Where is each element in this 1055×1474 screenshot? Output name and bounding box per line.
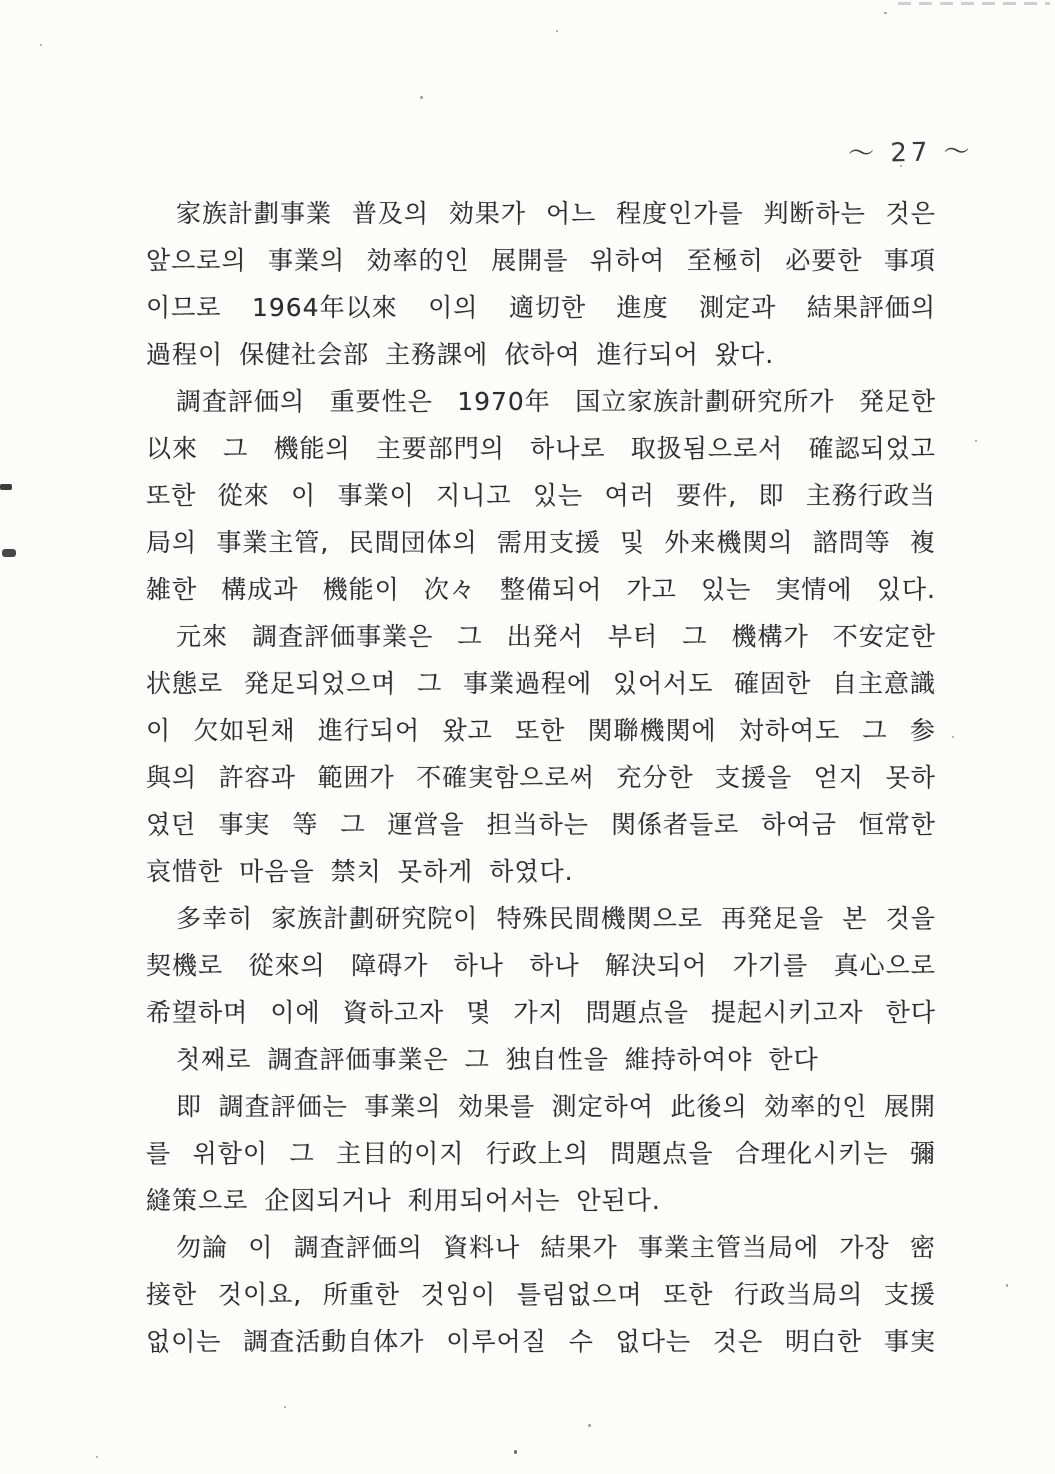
word: 即 (758, 481, 785, 510)
word: 1964年以來 (251, 293, 398, 322)
word: 부터 (607, 622, 659, 651)
text-line (146, 523, 936, 570)
word: 수 (568, 1327, 594, 1356)
word: 가지 (513, 998, 564, 1027)
word: 못하 (885, 763, 936, 792)
word: 위함이 (192, 1139, 269, 1168)
word: 첫째로 (176, 1045, 252, 1074)
word: 그 (464, 1045, 490, 1074)
text-line (146, 711, 936, 758)
word: 進度 (616, 293, 669, 322)
word: 앞으로의 (146, 246, 247, 275)
scan-speck (975, 440, 977, 442)
word: 確認되었고 (808, 434, 936, 463)
word: 調査評価는 (218, 1092, 348, 1121)
word: 支援 (883, 1280, 936, 1309)
word: 그 (417, 669, 443, 698)
word: 以來 (146, 434, 199, 463)
scan-speck (514, 1450, 517, 1454)
word: 調査評価事業은 (267, 1045, 449, 1074)
word: 본 (842, 904, 868, 933)
word: 從來의 (248, 951, 326, 980)
word: 그 (223, 434, 249, 463)
word: 関係者들로 (610, 810, 740, 839)
word: 그 (457, 622, 483, 651)
text-line (146, 899, 936, 946)
word: 諮問等 (812, 528, 891, 557)
word: 與의 (146, 763, 198, 792)
word: 調査評価事業은 (252, 622, 434, 651)
scan-speck (952, 736, 954, 738)
word: 所重한 (322, 1280, 400, 1309)
word: 問題点을 (610, 1139, 714, 1168)
word: 틀림없으며 (516, 1280, 643, 1309)
word: 彌 (909, 1139, 936, 1168)
word: 마음을 (239, 857, 315, 886)
word: 및 (620, 528, 646, 557)
word: 機能의 (273, 434, 351, 463)
text-line (146, 617, 936, 664)
word: 것은 (712, 1327, 764, 1356)
word: 接한 (146, 1280, 198, 1309)
word: 契機로 (146, 951, 224, 980)
word: 必要한 (785, 246, 863, 275)
word: 明白한 (785, 1327, 863, 1356)
word: 出発서 (506, 622, 584, 651)
word: 外来機関의 (664, 528, 794, 557)
word: 雑한 (146, 575, 198, 604)
paragraph (146, 617, 936, 899)
word: 重要性은 (329, 387, 433, 416)
text-line (146, 429, 936, 476)
word: 家族計劃事業 (176, 199, 333, 228)
paragraph (146, 382, 936, 617)
word: 許容과 (218, 763, 296, 792)
word: 実情에 (775, 575, 853, 604)
word: 主要部門의 (375, 434, 505, 463)
scan-speck (588, 1424, 591, 1427)
word: 効果가 (448, 199, 527, 228)
word: 機構가 (731, 622, 809, 651)
word: 家族計劃研究院이 (271, 904, 479, 933)
word: 못하게 (397, 857, 474, 886)
word: 充分한 (616, 763, 694, 792)
text-line (146, 1228, 936, 1275)
word: 였던 (146, 810, 197, 839)
word: 不安定한 (832, 622, 936, 651)
word: 왔다. (714, 340, 775, 369)
word: 主目的이지 (336, 1139, 465, 1168)
text-line (146, 1087, 936, 1134)
word: 안된다. (576, 1186, 661, 1215)
word: 対하여도 (738, 716, 841, 745)
word: 하나로 (530, 434, 606, 463)
word: 此後의 (670, 1092, 748, 1121)
word: 取扱됨으로서 (630, 434, 784, 463)
word: 資料나 (443, 1233, 521, 1262)
word: 特殊民間機関으로 (496, 904, 703, 933)
word: 얻지 (813, 763, 865, 792)
word: 密 (909, 1233, 936, 1262)
text-line (146, 382, 936, 429)
word: 展開를 (491, 246, 569, 275)
word: 不確実함으로써 (416, 763, 595, 792)
word: 解決되어 (605, 951, 708, 980)
word: 合理化시키는 (735, 1139, 889, 1168)
word: 運営을 (387, 810, 465, 839)
word: 需用支援 (496, 528, 601, 557)
text-line (146, 476, 936, 523)
word: 効率的인 (764, 1092, 868, 1121)
word: 真心으로 (833, 951, 936, 980)
word: 事業過程에 (462, 669, 593, 698)
word: 이에 (270, 998, 321, 1027)
word: 機能이 (322, 575, 400, 604)
word: 結果가 (540, 1233, 618, 1262)
word: 이의 (428, 293, 479, 322)
word: 状態로 (146, 669, 224, 698)
word: 進行되어 (317, 716, 421, 745)
word: 主務課에 (385, 340, 489, 369)
word: 있는 (532, 481, 584, 510)
word: 判断하는 (763, 199, 866, 228)
scan-edge-line (898, 2, 1050, 5)
word: 가고 (626, 575, 677, 604)
word: 事実 (218, 810, 271, 839)
word: 普及의 (351, 199, 430, 228)
word: 그 (289, 1139, 315, 1168)
word: 禁치 (330, 857, 382, 886)
word: 資하고자 (342, 998, 445, 1027)
word: 하였다. (489, 857, 574, 886)
word: 또한 (146, 481, 197, 510)
word: 進行되어 (596, 340, 699, 369)
text-line (146, 1181, 936, 1228)
word: 主務行政当 (805, 481, 936, 510)
word: 事項 (883, 246, 936, 275)
text-line (146, 1134, 936, 1181)
text-line (146, 335, 936, 382)
word: 多幸히 (176, 904, 254, 933)
word: 그 (862, 716, 888, 745)
word: 哀惜한 (146, 857, 224, 886)
word: 局의 (146, 528, 198, 557)
word: 勿論 (176, 1233, 229, 1262)
scan-speck (284, 1406, 286, 1408)
word: 適切한 (508, 293, 587, 322)
word: 하나 (453, 951, 504, 980)
word: 없다는 (615, 1327, 692, 1356)
text-line (146, 758, 936, 805)
word: 保健社会部 (239, 340, 370, 369)
word: 事業의 (364, 1092, 442, 1121)
word: 이 (248, 1233, 274, 1262)
text-line (146, 946, 936, 993)
word: 하나 (529, 951, 580, 980)
word: 過程이 (146, 340, 224, 369)
paragraph (146, 1087, 936, 1228)
word: 調査評価의 (176, 387, 306, 416)
word: 利用되어서는 (407, 1186, 561, 1215)
word: 複 (909, 528, 936, 557)
word: 있는 (700, 575, 752, 604)
word: 範囲가 (317, 763, 395, 792)
word: 하여금 (761, 810, 837, 839)
word: 提起시키고자 (710, 998, 864, 1027)
word: 参 (909, 716, 936, 745)
word: 依하여 (504, 340, 581, 369)
word: 事業의 (268, 246, 346, 275)
document-text (146, 194, 936, 1369)
word: 発足한 (858, 387, 936, 416)
text-line (146, 805, 936, 852)
scan-speck (40, 44, 42, 46)
text-line (146, 664, 936, 711)
word: 것은 (885, 199, 936, 228)
text-line (146, 993, 936, 1040)
word: 를 (146, 1139, 172, 1168)
word: 調査評価의 (293, 1233, 423, 1262)
word: 国立家族計劃研究所가 (575, 387, 835, 416)
word: 維持하여야 (624, 1045, 753, 1074)
word: 独自性을 (505, 1045, 609, 1074)
word: 그 (340, 810, 366, 839)
word: 것이요, (217, 1280, 303, 1309)
word: 恒常한 (858, 810, 936, 839)
word: 왔고 (442, 716, 493, 745)
word: 企図되거나 (264, 1186, 392, 1215)
text-line (146, 288, 936, 335)
word: 事業이 (337, 481, 415, 510)
word: 測定하여 (551, 1092, 654, 1121)
word: 次々 (423, 575, 476, 604)
text-line (146, 1040, 936, 1087)
word: 整備되어 (500, 575, 603, 604)
word: 要件, (676, 481, 738, 510)
paragraph (146, 1228, 936, 1369)
word: 確固한 (734, 669, 812, 698)
word: 自主意識 (831, 669, 936, 698)
scan-edge-mark (0, 484, 12, 490)
word: 再発足을 (721, 904, 825, 933)
word: 即 (176, 1092, 203, 1121)
word: 또한 (663, 1280, 714, 1309)
word: 없이는 (146, 1327, 222, 1356)
word: 行政上의 (485, 1139, 589, 1168)
paragraph (146, 1040, 936, 1087)
word: 支援을 (715, 763, 793, 792)
scan-speck (556, 30, 558, 32)
word: 있어서도 (612, 669, 714, 698)
word: 事業主管, (216, 528, 330, 557)
word: 위하여 (589, 246, 666, 275)
scan-speck (96, 1456, 98, 1458)
word: 程度인가를 (616, 199, 744, 228)
text-line (146, 852, 936, 899)
word: 것을 (885, 904, 936, 933)
word: 이 (291, 481, 317, 510)
word: 이루어질 (446, 1327, 547, 1356)
scan-edge-mark (2, 549, 16, 557)
paragraph (146, 899, 936, 1040)
word: 問題点을 (585, 998, 689, 1027)
word: 調査活動自体가 (243, 1327, 425, 1356)
word: 担当하는 (486, 810, 589, 839)
word: 展開 (883, 1092, 936, 1121)
text-line (146, 570, 936, 617)
word: 지니고 (436, 481, 512, 510)
text-line (146, 1322, 936, 1369)
text-line (146, 241, 936, 288)
word: 発足되었으며 (243, 669, 397, 698)
word: 行政当局의 (734, 1280, 864, 1309)
word: 測定과 (699, 293, 777, 322)
word: 이므로 (146, 293, 222, 322)
word: 1970年 (457, 387, 551, 416)
word: 한다 (768, 1045, 819, 1074)
paragraph (146, 194, 936, 382)
scan-speck (420, 96, 423, 99)
word: 한다 (885, 998, 936, 1027)
word: 몇 (466, 998, 492, 1027)
word: 効率的인 (366, 246, 470, 275)
word: 等 (292, 810, 319, 839)
word: 가기를 (732, 951, 809, 980)
word: 効果를 (457, 1092, 536, 1121)
word: 関聯機関에 (587, 716, 717, 745)
word: 障碍가 (351, 951, 429, 980)
text-line (146, 194, 936, 241)
word: 事実 (883, 1327, 936, 1356)
word: 이 (146, 716, 172, 745)
scan-speck (1006, 1284, 1008, 1287)
word: 것임이 (420, 1280, 497, 1309)
text-line (146, 1275, 936, 1322)
word: 希望하며 (146, 998, 249, 1027)
page-number: ～ 27 ～ (847, 136, 974, 170)
word: 至極히 (686, 246, 764, 275)
word: 있다. (876, 575, 936, 604)
word: 結果評価의 (806, 293, 936, 322)
word: 縫策으로 (146, 1186, 249, 1215)
word: 元來 (176, 622, 229, 651)
word: 그 (682, 622, 708, 651)
word: 어느 (545, 199, 597, 228)
scan-speck (884, 12, 887, 14)
word: 欠如된채 (193, 716, 296, 745)
word: 가장 (839, 1233, 890, 1262)
word: 여러 (604, 481, 655, 510)
word: 民間団体의 (348, 528, 478, 557)
word: 從來 (217, 481, 270, 510)
word: 事業主管当局에 (637, 1233, 820, 1262)
word: 또한 (514, 716, 566, 745)
word: 構成과 (221, 575, 299, 604)
